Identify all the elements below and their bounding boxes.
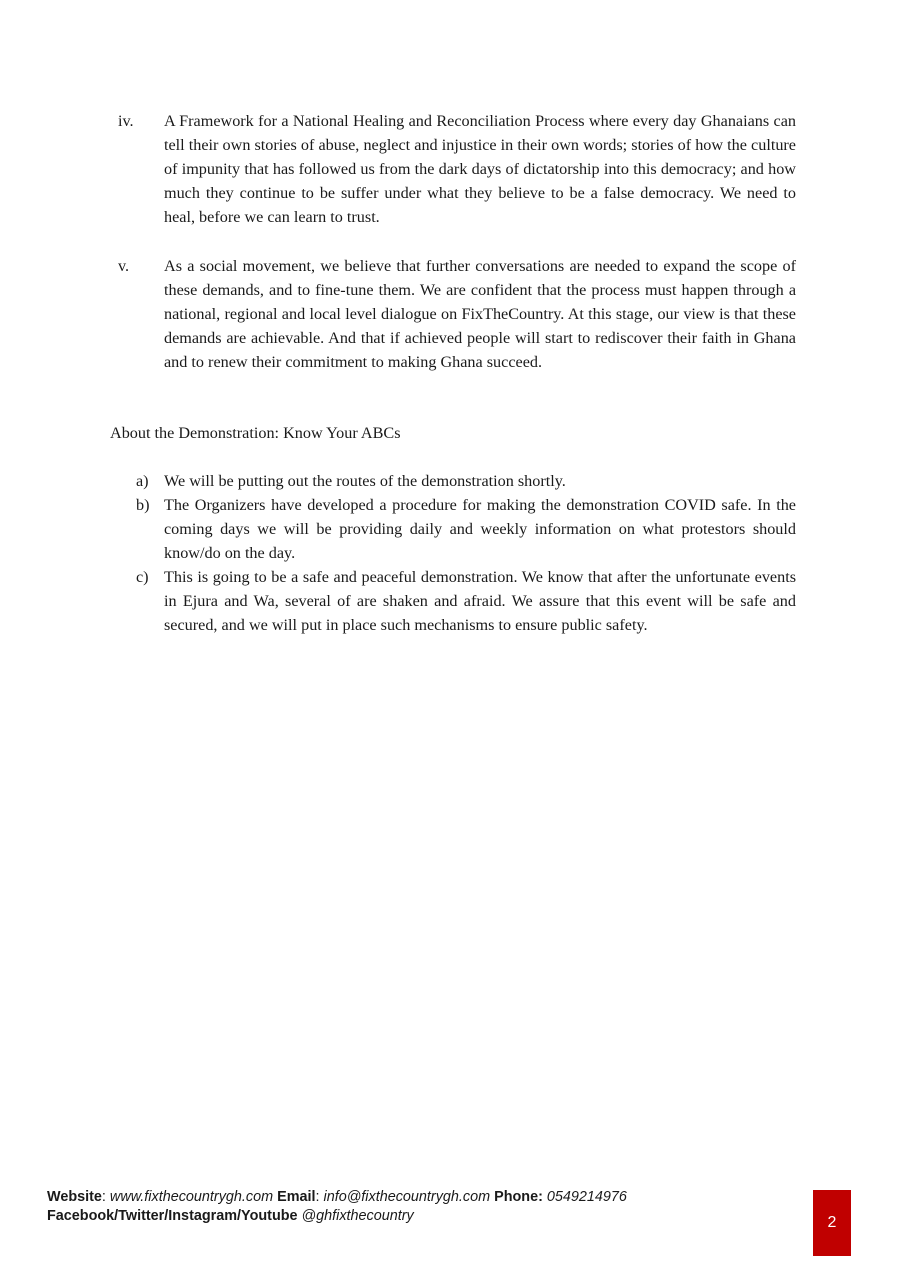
list-item-a: [110, 469, 796, 493]
footer-colon: :: [315, 1189, 324, 1205]
section-heading: About the Demonstration: Know Your ABCs: [110, 424, 401, 442]
list-item-c: [110, 565, 796, 637]
list-marker: a): [136, 472, 149, 490]
footer-colon: :: [101, 1189, 110, 1205]
page-number-badge: 2: [813, 1190, 851, 1256]
list-item-v: [110, 254, 796, 374]
list-item-iv: [110, 109, 796, 229]
list-item-text: This is going to be a safe and peaceful demonstration. We know that after the unfortunate events in Ejura and Wa, several of are shaken and afraid. We assure that this event will be safe and secured, and we will put in place such mechanisms to ensure public safety.: [164, 568, 796, 634]
email-link[interactable]: info@fixthecountrygh.com: [323, 1189, 491, 1205]
list-item-b: [110, 493, 796, 565]
page-footer: [47, 1188, 787, 1226]
list-marker: iv.: [118, 112, 134, 130]
list-item-text: As a social movement, we believe that further conversations are needed to expand the scope of these demands, and to fine-tune them. We are confident that the process must happen through a national, regional and local level dialogue on FixTheCountry. At this stage, our view is that these demands are achievable. And that if achieved people will start to rediscover their faith in Ghana and to renew their commitment to making Ghana succeed.: [164, 257, 796, 371]
website-link[interactable]: www.fixthecountrygh.com: [109, 1189, 274, 1205]
footer-social-line: [47, 1207, 787, 1226]
footer-contact-line: [47, 1188, 787, 1207]
website-label: Website: [47, 1189, 102, 1205]
abc-list: [110, 469, 796, 637]
phone-number[interactable]: 0549214976: [546, 1189, 627, 1205]
list-item-text: The Organizers have developed a procedure for making the demonstration COVID safe. In the coming days we will be providing daily and weekly information on what protestors should know/do on the day.: [164, 496, 796, 562]
list-marker: c): [136, 568, 149, 586]
social-handle[interactable]: @ghfixthecountry: [301, 1208, 414, 1224]
list-item-text: We will be putting out the routes of the demonstration shortly.: [164, 472, 566, 490]
list-item-text: A Framework for a National Healing and Reconciliation Process where every day Ghanaians can tell their own stories of abuse, neglect and injustice in their own words; stories of how the culture of impunity that has followed us from the dark days of dictatorship into this democracy; and how much they continue to be suffer under what they believe to be a false democracy. We need to heal, before we can learn to trust.: [164, 112, 796, 226]
social-label: Facebook/Twitter/Instagram/Youtube: [47, 1208, 298, 1224]
phone-label: Phone:: [494, 1189, 543, 1205]
list-marker: b): [136, 496, 150, 514]
list-marker: v.: [118, 257, 130, 275]
email-label: Email: [277, 1189, 316, 1205]
